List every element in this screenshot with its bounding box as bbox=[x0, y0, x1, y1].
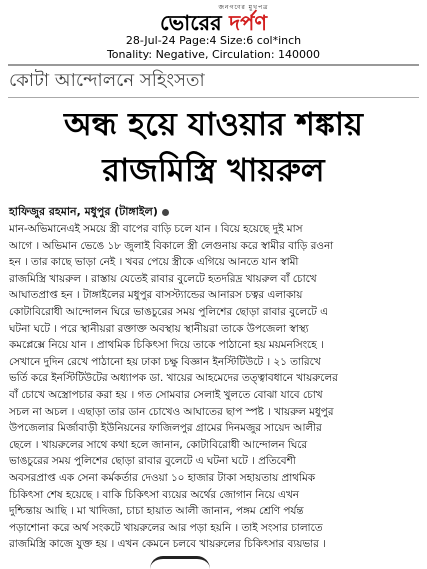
body-line: ছেলে । খায়রুলের সাথে কথা হলে জানান, কোটাবিরোধী আন্দোলন ঘিরে bbox=[9, 438, 308, 451]
body-line: ভাঙচুরের সময় পুলিশের ছোড়া রাবার বুলেটে এ ঘটনা ঘটে । প্রতিবেশী bbox=[9, 455, 296, 468]
body-line: আঘাতপ্রাপ্ত হন । টাঙ্গাইলের মধুপুর বাসস্ট্যান্ডের আনারস চত্বর এলাকায় bbox=[9, 289, 303, 302]
body-line: অবসরপ্রাপ্ত এক সেনা কর্মকর্তার দেওয়া ১০ হাজার টাকা সহায়তায় প্রাথমিক bbox=[9, 471, 316, 484]
body-line: সচল না অচল । এছাড়া তার ডান চোখেও আঘাতের ছাপ স্পষ্ট । খায়রুল মধুপুর bbox=[9, 405, 334, 418]
masthead-tagline: জনগণের মুখপত্র bbox=[218, 4, 269, 11]
body-line: হন । তার কাছে ভাড়া নেই । খবর পেয়ে স্ত্রীকে এগিয়ে আনতে যান স্বামী bbox=[9, 256, 299, 269]
top-divider bbox=[8, 64, 419, 66]
body-line: সেখানে দুদিন রেখে পাঠানো হয় ঢাকা চক্ষু বিজ্ঞান ইনস্টিটিউটে । ২১ তারিখে bbox=[9, 355, 321, 368]
body-line: কমপ্লেক্সে নিয়ে যান । প্রাথমিক চিকিৎসা দিয়ে তাকে পাঠানো হয় ময়মনসিংহে । bbox=[9, 339, 324, 352]
headline-line-2: রাজমিস্ত্রি খায়রুল bbox=[102, 151, 325, 189]
clipping-meta-date-page: 28-Jul-24 Page:4 Size:6 col*inch bbox=[125, 34, 302, 47]
body-line: মান-অভিমানেএই সময়ে স্ত্রী বাপের বাড়ি চলে যান । বিয়ে হয়েছে দুই মাস bbox=[9, 223, 303, 235]
cropped-next-headline-fragment bbox=[150, 556, 210, 569]
byline bbox=[9, 204, 169, 220]
body-line: ভর্তি করে ইনস্টিটিউটের অধ্যাপক ডা. খায়ের আহমেদের তত্ত্বাবধানে খায়রুলের bbox=[9, 372, 338, 385]
body-line: কোটাবিরোধী আন্দোলন ঘিরে ভাঙচুরের সময় পুলিশের ছোড়া রাবার বুলেটে এ bbox=[9, 305, 329, 318]
headline-line-1: অন্ধ হয়ে যাওয়ার শঙ্কায় bbox=[63, 105, 364, 143]
body-line: রাজমিস্ত্রি কাজে যুক্ত হয় । এখন কেমনে চলবে খায়রুলের চিকিৎসার ব্যয়ভার । bbox=[9, 538, 326, 551]
bullet-icon bbox=[162, 209, 169, 216]
masthead bbox=[0, 4, 427, 35]
body-line: আগে । অভিমান ভেঙে ১৮ জুলাই বিকালে স্ত্রী লেগুনায় করে স্বামীর বাড়ি রওনা bbox=[9, 239, 334, 252]
article-body bbox=[9, 221, 419, 553]
body-line: উপজেলার মির্জাবাড়ী ইউনিয়নের ফাজিলপুর গ্রামের দিনমজুর সায়েদ আলীর bbox=[9, 422, 322, 435]
logo-text-black: ভোরের bbox=[159, 10, 230, 35]
article-kicker: কোটা আন্দোলনে সহিংসতা bbox=[9, 70, 205, 91]
logo-text-red: দর্পণ bbox=[229, 10, 268, 35]
body-line: ঘটনা ঘটে । পরে স্থানীয়রা রক্তাক্ত অবস্থায় স্থানীয়রা তাকে উপজেলা স্বাস্থ্য bbox=[9, 322, 309, 335]
body-line: চিকিৎসা শেষ হয়েছে । বাকি চিকিৎসা ব্যয়ের অর্থের জোগান নিয়ে এখন bbox=[9, 488, 299, 501]
body-line: রাজমিস্ত্রি খায়রুল । রাস্তায় যেতেই রাবার বুলেটে হতদরিদ্র খায়রুল বাঁ চোখে bbox=[9, 272, 317, 285]
kicker-divider bbox=[8, 97, 419, 98]
newspaper-logo bbox=[0, 11, 427, 35]
byline-text: হাফিজুর রহমান, মধুপুর (টাঙ্গাইল) bbox=[9, 205, 158, 218]
clipping-meta-tonality: Tonality: Negative, Circulation: 140000 bbox=[106, 48, 321, 61]
body-line: পড়াশোনা করে অর্থ সংকটে খায়রুলের আর পড়া হয়নি । তাই সংসার চালাতে bbox=[9, 521, 323, 534]
body-line: দুশ্চিন্তায় আছি । মা খাদিজা, চাচা হায়াত আলী জানান, পঙ্গম শ্রেণি পর্যন্ত bbox=[9, 505, 304, 518]
body-line: বাঁ চোখে অস্ত্রোপচার করা হয় । গত সোমবার সেলাই খুলতে বোঝা যাবে চোখ bbox=[9, 388, 323, 401]
